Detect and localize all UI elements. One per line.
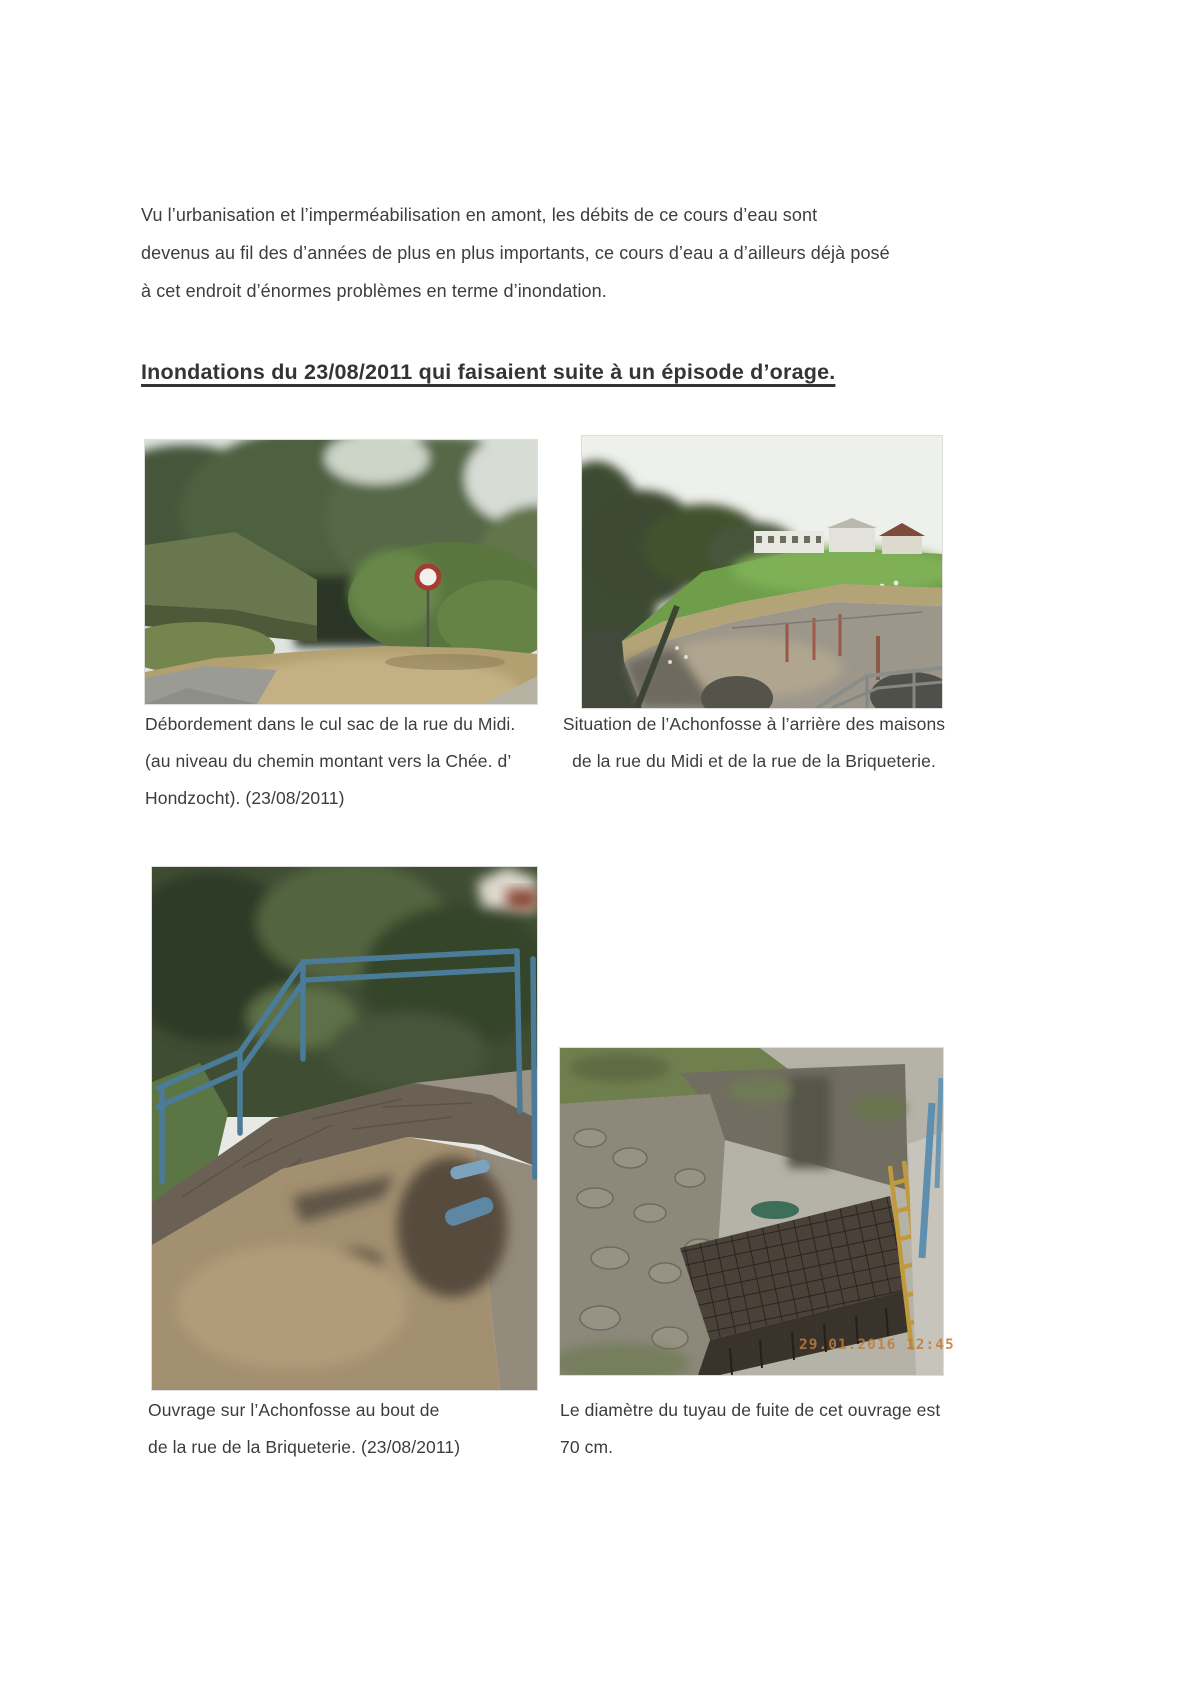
intro-paragraph [141,196,971,310]
caption-achonfosse-field [556,706,952,780]
caption-line: Ouvrage sur l’Achonfosse au bout de [148,1400,440,1420]
caption-line: 70 cm. [560,1437,614,1457]
photo-achonfosse-field [582,436,942,708]
photo-outlet-pit [560,1048,943,1375]
caption-outlet-pit [560,1392,980,1466]
intro-line-1: Vu l’urbanisation et l’imperméabilisation en amont, les débits de ce cours d’eau sont [141,205,818,225]
caption-line: Le diamètre du tuyau de fuite de cet ouvrage est [560,1400,941,1420]
intro-line-3: à cet endroit d’énormes problèmes en terme d’inondation. [141,281,607,301]
flooded-road-illustration [145,440,537,704]
caption-flooded-culdesac [145,706,565,817]
photo-flooded-culdesac [145,440,537,704]
caption-ouvrage-basin [148,1392,568,1466]
intro-line-2: devenus au fil des d’années de plus en plus importants, ce cours d’eau a d’ailleurs déjà posé [141,243,890,263]
retention-basin-illustration [152,867,537,1390]
caption-line: (au niveau du chemin montant vers la Chée. d’ [145,751,512,771]
camera-timestamp: 29.01.2016 12:45 [799,1337,955,1353]
flooded-field-illustration [582,436,942,708]
caption-line: Débordement dans le cul sac de la rue du Midi. [145,714,516,734]
photo-ouvrage-basin [152,867,537,1390]
section-heading: Inondations du 23/08/2011 qui faisaient suite à un épisode d’orage. [141,360,836,384]
caption-line: Situation de l’Achonfosse à l’arrière des maisons [562,714,946,734]
outlet-pit-illustration [560,1048,943,1375]
caption-line: Hondzocht). (23/08/2011) [145,788,345,808]
caption-line: de la rue de la Briqueterie. (23/08/2011) [148,1437,461,1457]
caption-line: de la rue du Midi et de la rue de la Briqueterie. [572,751,936,771]
